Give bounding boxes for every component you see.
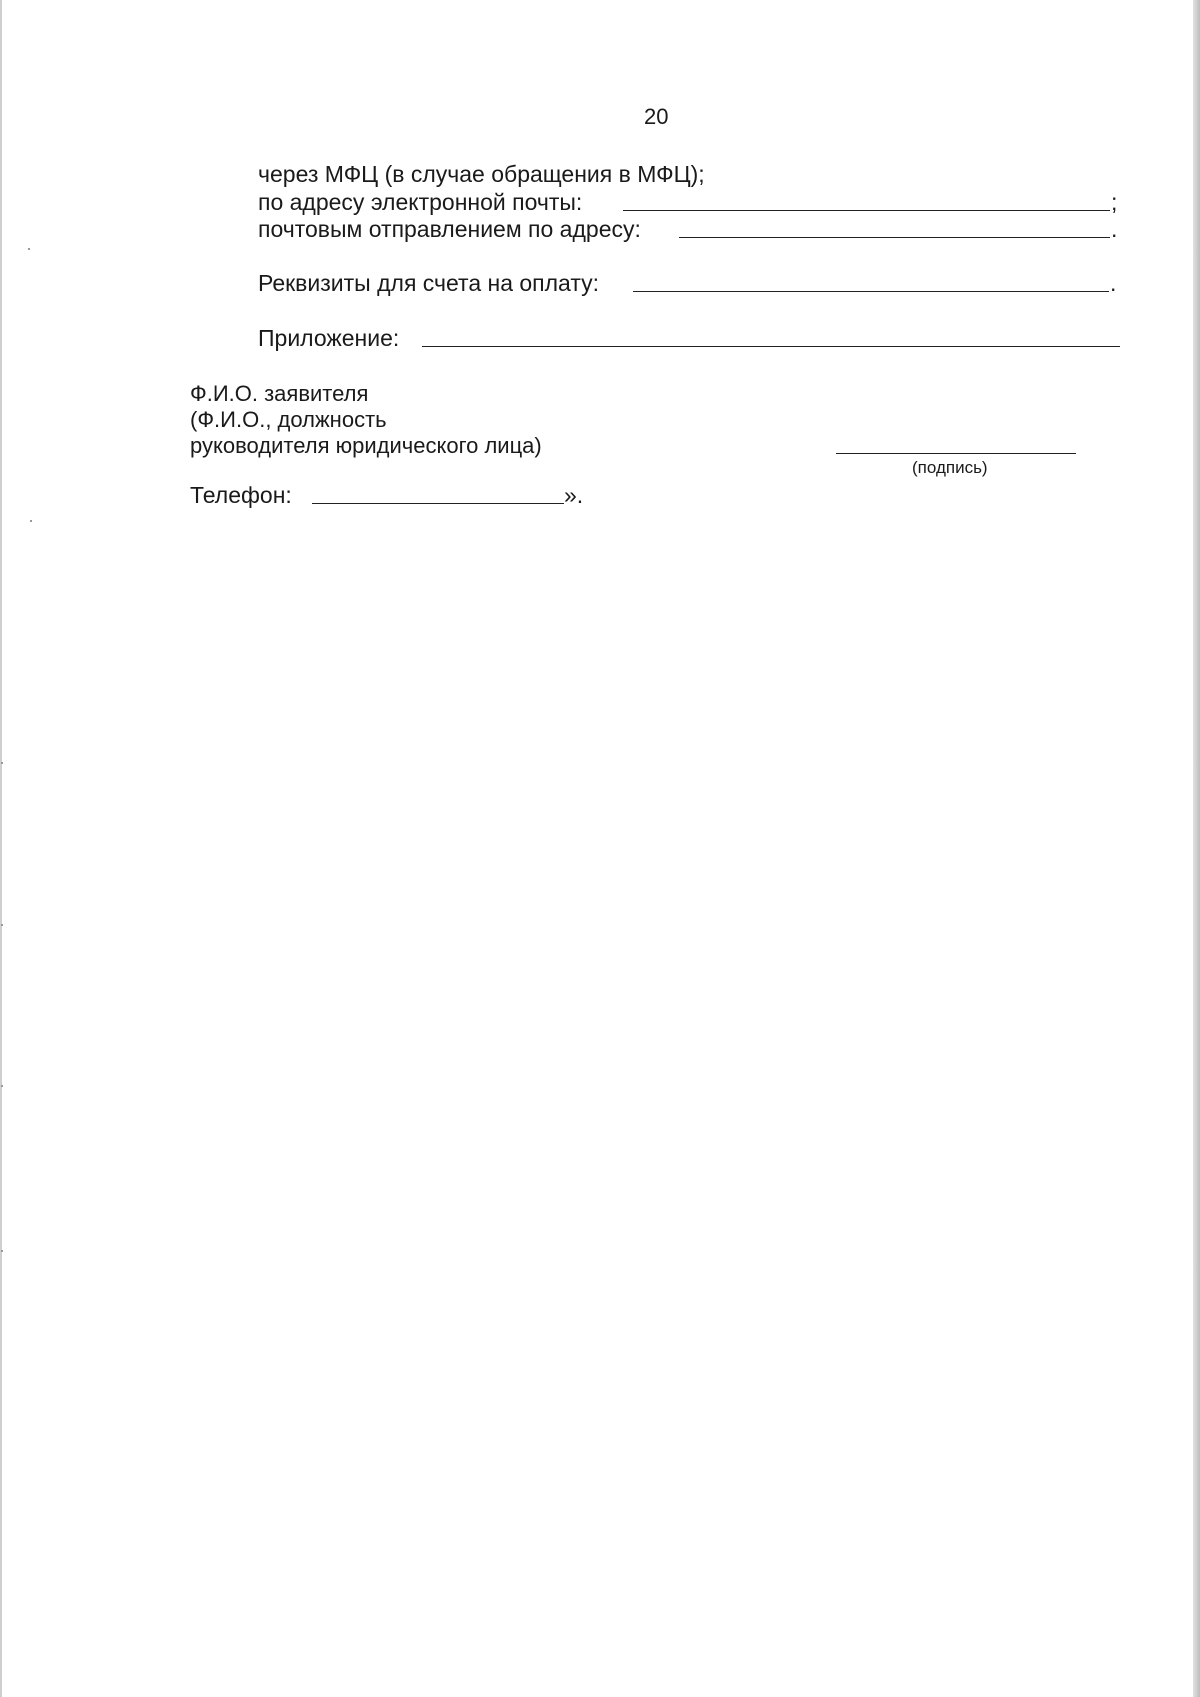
postal-address-blank-line [679,237,1110,238]
page-number: 20 [644,104,669,129]
phone-label: Телефон: [190,482,292,508]
delivery-email-label: по адресу электронной почты: [258,189,583,215]
applicant-position-label: (Ф.И.О., должность [190,407,387,432]
payment-requisites-label: Реквизиты для счета на оплату: [258,270,600,296]
delivery-post-label: почтовым отправлением по адресу: [258,216,641,242]
scan-speck [30,520,32,522]
scan-speck [1,762,3,764]
delivery-line-mfc: через МФЦ (в случае обращения в МФЦ); [258,161,705,187]
email-line-end: ; [1111,189,1118,215]
attachment-label: Приложение: [258,325,400,351]
payment-requisites-blank-line [633,291,1109,292]
scan-speck [1,1085,3,1087]
payment-line-end: . [1110,270,1117,296]
phone-blank-line [312,503,564,504]
scan-speck [1,924,3,926]
applicant-position-label-cont: руководителя юридического лица) [190,433,542,458]
attachment-blank-line [422,346,1120,347]
email-blank-line [623,210,1110,211]
signature-blank-line [836,453,1076,454]
scan-speck [28,248,30,250]
scan-right-edge [1193,0,1200,1697]
signature-caption: (подпись) [912,458,988,477]
scan-left-edge [0,0,2,1697]
postal-line-end: . [1111,216,1118,242]
applicant-name-label: Ф.И.О. заявителя [190,381,369,406]
phone-line-end: ». [564,482,584,508]
scan-speck [1,1250,3,1252]
